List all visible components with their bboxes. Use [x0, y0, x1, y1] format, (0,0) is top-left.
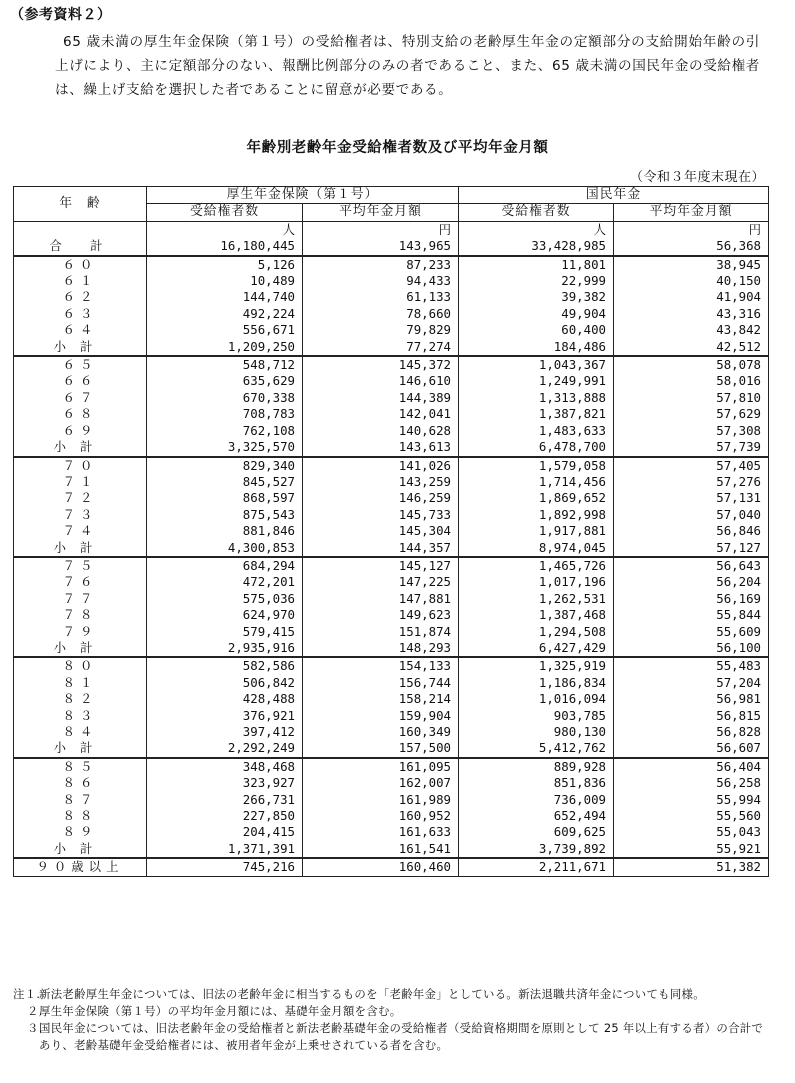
value-cell: 144,740 [147, 289, 303, 305]
table-row [14, 273, 769, 289]
value-cell: 58,016 [614, 373, 769, 389]
value-cell: 1,714,456 [459, 474, 614, 490]
subtotal-row [14, 540, 769, 557]
table-row [14, 775, 769, 791]
age-cell: ８３ [14, 708, 147, 724]
value-cell: 3,739,892 [459, 841, 614, 858]
value-cell: 158,214 [303, 691, 459, 707]
value-cell: 38,945 [614, 256, 769, 273]
value-cell: 55,609 [614, 624, 769, 640]
value-cell: 56,204 [614, 574, 769, 590]
value-cell: 140,628 [303, 423, 459, 439]
value-cell: 875,543 [147, 507, 303, 523]
value-cell: 624,970 [147, 607, 303, 623]
age-cell: 小計 [14, 540, 147, 557]
value-cell: 1,294,508 [459, 624, 614, 640]
table-row [14, 557, 769, 574]
kokumin-avg-header: 平均年金月額 [614, 204, 769, 221]
age-cell: ７９ [14, 624, 147, 640]
value-cell: 143,613 [303, 439, 459, 456]
age-cell: ９０歳以上 [14, 858, 147, 876]
value-cell: 40,150 [614, 273, 769, 289]
value-cell: 579,415 [147, 624, 303, 640]
over90-section [14, 858, 769, 876]
value-cell: 57,127 [614, 540, 769, 557]
value-cell: 57,131 [614, 490, 769, 506]
value-cell: 43,316 [614, 306, 769, 322]
unit-row [14, 221, 769, 238]
value-cell: 582,586 [147, 657, 303, 674]
value-cell: 146,610 [303, 373, 459, 389]
value-cell: 141,026 [303, 457, 459, 474]
table-row [14, 657, 769, 674]
kokumin-recipients-header: 受給権者数 [459, 204, 614, 221]
value-cell: 845,527 [147, 474, 303, 490]
value-cell: 148,293 [303, 640, 459, 657]
value-cell: 11,801 [459, 256, 614, 273]
value-cell: 57,739 [614, 439, 769, 456]
as-of-date: （令和３年度末現在） [629, 170, 765, 185]
value-cell: 980,130 [459, 724, 614, 740]
value-cell: 556,671 [147, 322, 303, 338]
value-cell: 736,009 [459, 792, 614, 808]
kokumin-header: 国民年金 [459, 187, 769, 204]
value-cell: 652,494 [459, 808, 614, 824]
value-cell: 3,325,570 [147, 439, 303, 456]
value-cell: 157,500 [303, 740, 459, 757]
value-cell: 151,874 [303, 624, 459, 640]
value-cell: 266,731 [147, 792, 303, 808]
table-row [14, 306, 769, 322]
table-row [14, 507, 769, 523]
value-cell: 147,881 [303, 591, 459, 607]
value-cell: 57,276 [614, 474, 769, 490]
intro-paragraph: 65 歳未満の厚生年金保険（第１号）の受給権者は、特別支給の老齢厚生年金の定額部分の支給開始年齢の引上げにより、主に定額部分のない、報酬比例部分のみの者であること、また、65 歳未満の国民年金の受給権者は、繰上げ支給を選択した者であることに留意が必要である。 [55, 34, 760, 98]
value-cell: 55,844 [614, 607, 769, 623]
value-cell: 160,460 [303, 858, 459, 876]
value-cell: 161,989 [303, 792, 459, 808]
age-cell: ６３ [14, 306, 147, 322]
value-cell: 57,629 [614, 406, 769, 422]
age-cell: ８１ [14, 675, 147, 691]
value-cell: 6,427,429 [459, 640, 614, 657]
over90-row [14, 858, 769, 876]
value-cell: 708,783 [147, 406, 303, 422]
age-cell: 合 計 [14, 238, 147, 255]
value-cell: 145,304 [303, 523, 459, 539]
value-cell: 159,904 [303, 708, 459, 724]
age-cell: ６６ [14, 373, 147, 389]
age-cell: ８５ [14, 758, 147, 775]
value-cell: 160,349 [303, 724, 459, 740]
age-cell: 小計 [14, 841, 147, 858]
age-group [14, 457, 769, 557]
value-cell: 428,488 [147, 691, 303, 707]
age-cell: 小計 [14, 640, 147, 657]
footnote [13, 1003, 773, 1020]
age-group [14, 256, 769, 356]
value-cell: 147,225 [303, 574, 459, 590]
kosei-header: 厚生年金保険（第１号） [147, 187, 459, 204]
value-cell: 6,478,700 [459, 439, 614, 456]
value-cell: 56,846 [614, 523, 769, 539]
subtotal-row [14, 339, 769, 356]
value-cell: 55,921 [614, 841, 769, 858]
value-cell: 79,829 [303, 322, 459, 338]
value-cell: 145,733 [303, 507, 459, 523]
value-cell: 143,259 [303, 474, 459, 490]
value-cell: 548,712 [147, 356, 303, 373]
value-cell: 1,313,888 [459, 390, 614, 406]
table-row [14, 523, 769, 539]
value-cell: 146,259 [303, 490, 459, 506]
value-cell: 1,325,919 [459, 657, 614, 674]
age-cell: ７１ [14, 474, 147, 490]
age-cell: ７２ [14, 490, 147, 506]
value-cell: 1,387,821 [459, 406, 614, 422]
table-row [14, 406, 769, 422]
value-cell: 881,846 [147, 523, 303, 539]
value-cell: 56,169 [614, 591, 769, 607]
table-row [14, 792, 769, 808]
value-cell: 51,382 [614, 858, 769, 876]
value-cell: 8,974,045 [459, 540, 614, 557]
age-cell: 小計 [14, 439, 147, 456]
total-row [14, 238, 769, 255]
value-cell: 57,040 [614, 507, 769, 523]
value-cell: 56,368 [614, 238, 769, 255]
value-cell: 55,483 [614, 657, 769, 674]
value-cell: 184,486 [459, 339, 614, 356]
value-cell: 492,224 [147, 306, 303, 322]
age-cell: ６５ [14, 356, 147, 373]
value-cell: 1,579,058 [459, 457, 614, 474]
value-cell: 56,258 [614, 775, 769, 791]
value-cell: 575,036 [147, 591, 303, 607]
table-row [14, 373, 769, 389]
value-cell: 5,126 [147, 256, 303, 273]
footnotes [13, 986, 773, 1054]
value-cell: 56,643 [614, 557, 769, 574]
value-cell: 142,041 [303, 406, 459, 422]
age-cell: ６７ [14, 390, 147, 406]
value-cell: 2,292,249 [147, 740, 303, 757]
age-cell: ６８ [14, 406, 147, 422]
table-row [14, 824, 769, 840]
value-cell: 56,404 [614, 758, 769, 775]
value-cell: 77,274 [303, 339, 459, 356]
value-cell: 94,433 [303, 273, 459, 289]
value-cell: 61,133 [303, 289, 459, 305]
value-cell: 376,921 [147, 708, 303, 724]
value-cell: 143,965 [303, 238, 459, 255]
footnote-text: 新法老齢厚生年金については、旧法の老齢年金に相当するものを「老齢年金」としている。新法退職共済年金についても同様。 [39, 987, 705, 1001]
footnote-text: 国民年金については、旧法老齢年金の受給権者と新法老齢基礎年金の受給権者（受給資格期間を原則として 25 年以上有する者）の合計であり、老齢基礎年金受給権者には、被用者年金が上乗せされている者を含む。 [39, 1021, 764, 1052]
value-cell: 10,489 [147, 273, 303, 289]
value-cell: 160,952 [303, 808, 459, 824]
value-cell: 56,815 [614, 708, 769, 724]
value-cell: 42,512 [614, 339, 769, 356]
table-row [14, 808, 769, 824]
value-cell: 161,095 [303, 758, 459, 775]
value-cell: 33,428,985 [459, 238, 614, 255]
table-row [14, 256, 769, 273]
value-cell: 1,917,881 [459, 523, 614, 539]
value-cell: 144,357 [303, 540, 459, 557]
value-cell: 22,999 [459, 273, 614, 289]
value-cell: 55,560 [614, 808, 769, 824]
age-cell: ８７ [14, 792, 147, 808]
table-total-section [14, 221, 769, 255]
table-row [14, 457, 769, 474]
value-cell: 227,850 [147, 808, 303, 824]
table-row [14, 490, 769, 506]
value-cell: 78,660 [303, 306, 459, 322]
value-cell: 87,233 [303, 256, 459, 273]
value-cell: 58,078 [614, 356, 769, 373]
table-row [14, 758, 769, 775]
value-cell: 144,389 [303, 390, 459, 406]
value-cell: 55,043 [614, 824, 769, 840]
value-cell: 4,300,853 [147, 540, 303, 557]
value-cell: 161,541 [303, 841, 459, 858]
value-cell: 5,412,762 [459, 740, 614, 757]
footnote [13, 1020, 773, 1054]
value-cell: 635,629 [147, 373, 303, 389]
table-row [14, 607, 769, 623]
value-cell: 506,842 [147, 675, 303, 691]
value-cell: 348,468 [147, 758, 303, 775]
value-cell: 1,465,726 [459, 557, 614, 574]
value-cell: 745,216 [147, 858, 303, 876]
value-cell: 397,412 [147, 724, 303, 740]
table-row [14, 322, 769, 338]
value-cell: 39,382 [459, 289, 614, 305]
table-row [14, 675, 769, 691]
value-cell: 1,016,094 [459, 691, 614, 707]
age-cell: ７８ [14, 607, 147, 623]
age-cell: ７７ [14, 591, 147, 607]
age-cell: ６０ [14, 256, 147, 273]
value-cell: 903,785 [459, 708, 614, 724]
subtotal-row [14, 841, 769, 858]
table-row [14, 356, 769, 373]
value-cell: 161,633 [303, 824, 459, 840]
age-cell: ７４ [14, 523, 147, 539]
value-cell: 1,869,652 [459, 490, 614, 506]
table-row [14, 390, 769, 406]
value-cell: 1,209,250 [147, 339, 303, 356]
value-cell: 684,294 [147, 557, 303, 574]
value-cell: 55,994 [614, 792, 769, 808]
age-cell: ８９ [14, 824, 147, 840]
footnote-mark: ２. [27, 1004, 43, 1018]
value-cell: 1,262,531 [459, 591, 614, 607]
value-cell: 149,623 [303, 607, 459, 623]
value-cell: 162,007 [303, 775, 459, 791]
table-row [14, 708, 769, 724]
value-cell: 204,415 [147, 824, 303, 840]
value-cell: 56,828 [614, 724, 769, 740]
value-cell: 1,249,991 [459, 373, 614, 389]
value-cell: 56,981 [614, 691, 769, 707]
value-cell: 670,338 [147, 390, 303, 406]
unit-cell: 人 [459, 221, 614, 238]
value-cell: 762,108 [147, 423, 303, 439]
unit-cell [14, 221, 147, 238]
kosei-recipients-header: 受給権者数 [147, 204, 303, 221]
table-row [14, 624, 769, 640]
subtotal-row [14, 439, 769, 456]
subtotal-row [14, 740, 769, 757]
age-cell: ６２ [14, 289, 147, 305]
age-cell: ８８ [14, 808, 147, 824]
reference-heading: （参考資料２） [10, 7, 112, 23]
footnote-mark: 注１. [13, 987, 41, 1001]
value-cell: 56,607 [614, 740, 769, 757]
value-cell: 1,186,834 [459, 675, 614, 691]
value-cell: 472,201 [147, 574, 303, 590]
age-cell: ８４ [14, 724, 147, 740]
table-row [14, 574, 769, 590]
footnote [13, 986, 773, 1003]
kosei-avg-header: 平均年金月額 [303, 204, 459, 221]
value-cell: 1,387,468 [459, 607, 614, 623]
value-cell: 2,935,916 [147, 640, 303, 657]
value-cell: 2,211,671 [459, 858, 614, 876]
value-cell: 49,904 [459, 306, 614, 322]
age-cell: ７５ [14, 557, 147, 574]
value-cell: 57,204 [614, 675, 769, 691]
value-cell: 145,127 [303, 557, 459, 574]
value-cell: 1,043,367 [459, 356, 614, 373]
value-cell: 323,927 [147, 775, 303, 791]
age-group [14, 557, 769, 657]
value-cell: 851,836 [459, 775, 614, 791]
pension-table [13, 186, 769, 877]
value-cell: 1,892,998 [459, 507, 614, 523]
value-cell: 16,180,445 [147, 238, 303, 255]
table-header [14, 187, 769, 222]
value-cell: 41,904 [614, 289, 769, 305]
age-cell: ８０ [14, 657, 147, 674]
value-cell: 145,372 [303, 356, 459, 373]
unit-cell: 円 [303, 221, 459, 238]
footnote-text: 厚生年金保険（第１号）の平均年金月額には、基礎年金月額を含む。 [39, 1004, 402, 1018]
table-row [14, 474, 769, 490]
table-row [14, 591, 769, 607]
age-cell: ６９ [14, 423, 147, 439]
value-cell: 1,017,196 [459, 574, 614, 590]
value-cell: 43,842 [614, 322, 769, 338]
age-header: 年 齢 [14, 187, 147, 222]
age-cell: ７３ [14, 507, 147, 523]
value-cell: 829,340 [147, 457, 303, 474]
age-cell: 小計 [14, 740, 147, 757]
value-cell: 57,810 [614, 390, 769, 406]
age-cell: ８２ [14, 691, 147, 707]
table-row [14, 691, 769, 707]
age-cell: ６４ [14, 322, 147, 338]
footnote-mark: ３. [27, 1021, 43, 1035]
unit-cell: 人 [147, 221, 303, 238]
age-cell: ７６ [14, 574, 147, 590]
value-cell: 889,928 [459, 758, 614, 775]
table-row [14, 423, 769, 439]
value-cell: 609,625 [459, 824, 614, 840]
age-cell: 小計 [14, 339, 147, 356]
value-cell: 154,133 [303, 657, 459, 674]
age-group [14, 657, 769, 757]
value-cell: 56,100 [614, 640, 769, 657]
value-cell: 1,483,633 [459, 423, 614, 439]
table-row [14, 289, 769, 305]
table-row [14, 724, 769, 740]
age-group [14, 356, 769, 456]
value-cell: 156,744 [303, 675, 459, 691]
age-cell: ８６ [14, 775, 147, 791]
value-cell: 60,400 [459, 322, 614, 338]
value-cell: 57,308 [614, 423, 769, 439]
age-cell: ６１ [14, 273, 147, 289]
unit-cell: 円 [614, 221, 769, 238]
age-cell: ７０ [14, 457, 147, 474]
table-title: 年齢別老齢年金受給権者数及び平均年金月額 [246, 140, 549, 156]
value-cell: 868,597 [147, 490, 303, 506]
age-group [14, 758, 769, 858]
value-cell: 1,371,391 [147, 841, 303, 858]
value-cell: 57,405 [614, 457, 769, 474]
subtotal-row [14, 640, 769, 657]
